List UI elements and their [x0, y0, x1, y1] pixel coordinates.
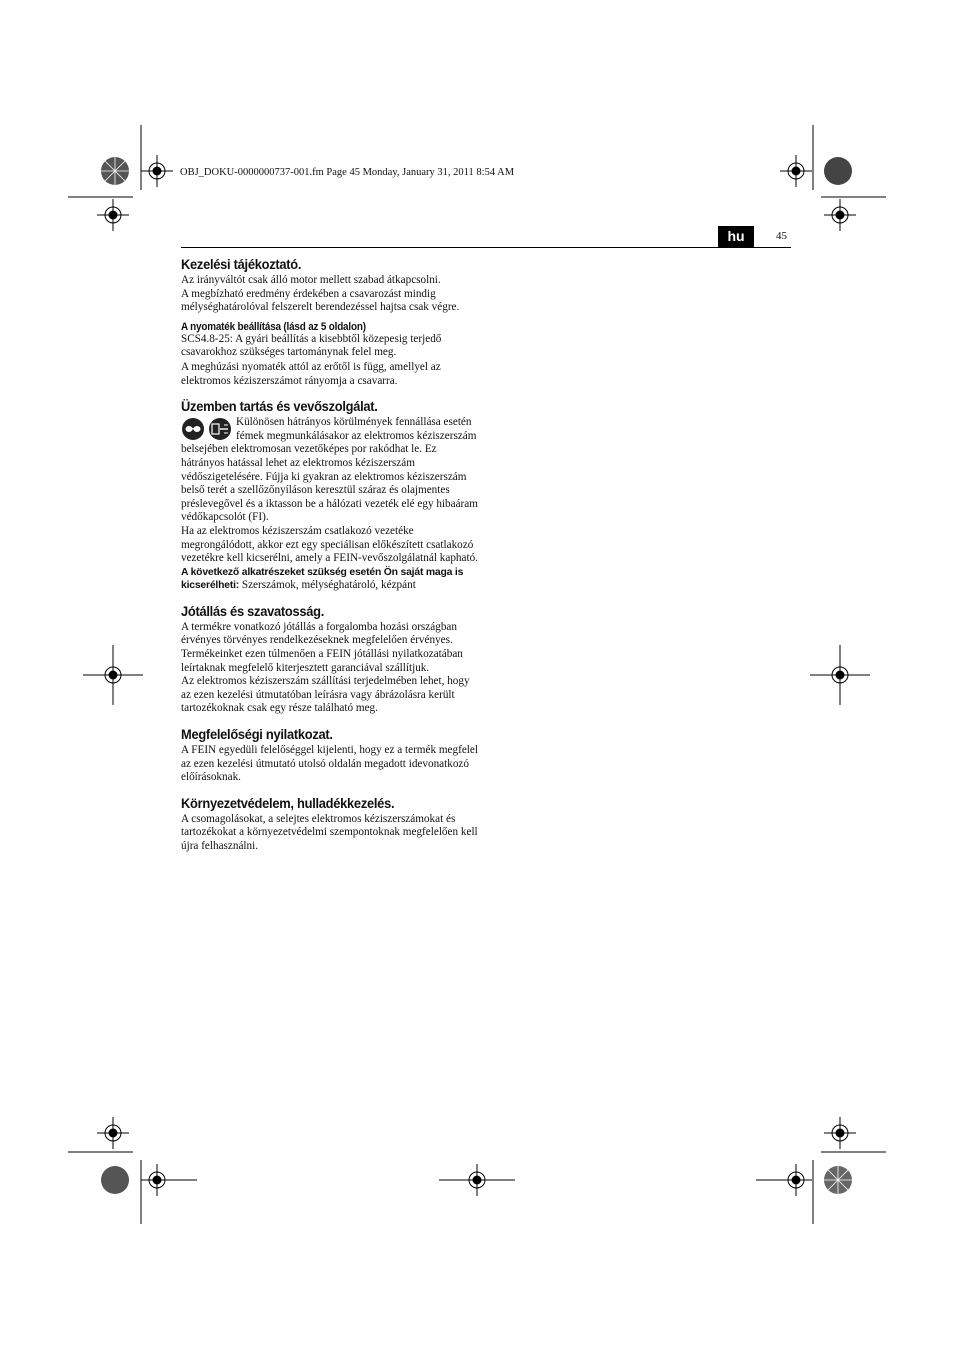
main-column [181, 256, 481, 854]
safety-icons [181, 417, 233, 443]
replaceable-parts-list: Szerszámok, mélységhatároló, kézpánt [239, 579, 416, 592]
section-operating-instructions [181, 256, 481, 388]
replaceable-parts-intro: A következő alkatrészeket szükség esetén Ön saját maga is kicserélheti: [181, 566, 464, 592]
paragraph: A meghúzási nyomaték attól az erőtől is függ, amellyel az elektromos kéziszerszámot rányomja a csavarra. [181, 360, 441, 387]
paragraph: A FEIN egyedüli felelőséggel kijelenti, hogy ez a termék megfelel az ezen kezelési útmutató utolsó oldalán megadott idevonatkozó előírásoknak. [181, 744, 478, 784]
subheading: A nyomaték beállítása (lásd az 5 oldalon) [181, 320, 366, 333]
paragraph: Különösen hátrányos körülmények fennállása esetén fémek megmunkálásakor az elektromos kéziszerszám belsejében elektromosan vezetőképes por rakódhat le. Ez hátrányos hatással lehet az elektromos kéziszerszám védőszigetelésére. Fújja ki gyakran az elektromos kéziszerszám belső terét a szellőzőnyíláson keresztül száraz és olajmentes préslevegővel és a iktasson be a hálózati vezeték elé egy hibaáram védőkapcsolót (FI). [181, 416, 478, 524]
header-rule [181, 247, 791, 248]
section-environment [181, 795, 481, 854]
replaceable-parts [181, 566, 481, 593]
section-heading: Környezetvédelem, hulladékkezelés. [181, 794, 395, 811]
file-info-line: OBJ_DOKU-0000000737-001.fm Page 45 Monday, January 31, 2011 8:54 AM [180, 167, 515, 178]
section-heading: Üzemben tartás és vevőszolgálat. [181, 398, 378, 415]
language-tag: hu [718, 226, 754, 247]
section-maintenance-service [181, 398, 481, 593]
compressed-air-icon [209, 418, 231, 440]
paragraph: A csomagolásokat, a selejtes elektromos kéziszerszámokat és tartozékokat a környezetvédelmi szempontoknak megfelelően kell újra felhasználni. [181, 812, 478, 852]
paragraph: A megbízható eredmény érdekében a csavarozást mindig mélységhatárolóval felszerelt berendezéssel hajtsa csak végre. [181, 287, 460, 314]
protective-goggles-icon [182, 418, 204, 440]
paragraph: SCS4.8-25: A gyári beállítás a kisebbtől közepesig terjedő csavarokhoz szükséges tartománynak felel meg. [181, 332, 442, 359]
section-heading: Kezelési tájékoztató. [181, 256, 302, 272]
section-heading: Megfelelőségi nyilatkozat. [181, 726, 333, 743]
section-declaration-of-conformity [181, 726, 481, 785]
section-heading: Jótállás és szavatosság. [181, 602, 325, 619]
paragraph: Ha az elektromos kéziszerszám csatlakozó vezetéke megrongálódott, akkor ezt egy speciálisan előkészített csatlakozó vezetékre kell kicserélni, amely a FEIN-vevőszolgálatnál kapható. [181, 524, 478, 565]
section-warranty [181, 603, 481, 716]
paragraph: Az elektromos kéziszerszám szállítási terjedelmében lehet, hogy az ezen kezelési útmutatóban leírásra vagy ábrázolásra került tartozékoknak csak egy része található meg. [181, 675, 470, 715]
page-number: 45 [776, 230, 787, 242]
paragraph: A termékre vonatkozó jótállás a forgalomba hozási országban érvényes törvényes rendelkezéseknek megfelelően érvényes. Termékeinket ezen túlmenően a FEIN jótállási nyilatkozatában leírtaknak megfelelő kiterjesztett garanciával szállítjuk. [181, 620, 463, 674]
paragraph: Az irányváltót csak álló motor mellett szabad átkapcsolni. [181, 274, 441, 286]
